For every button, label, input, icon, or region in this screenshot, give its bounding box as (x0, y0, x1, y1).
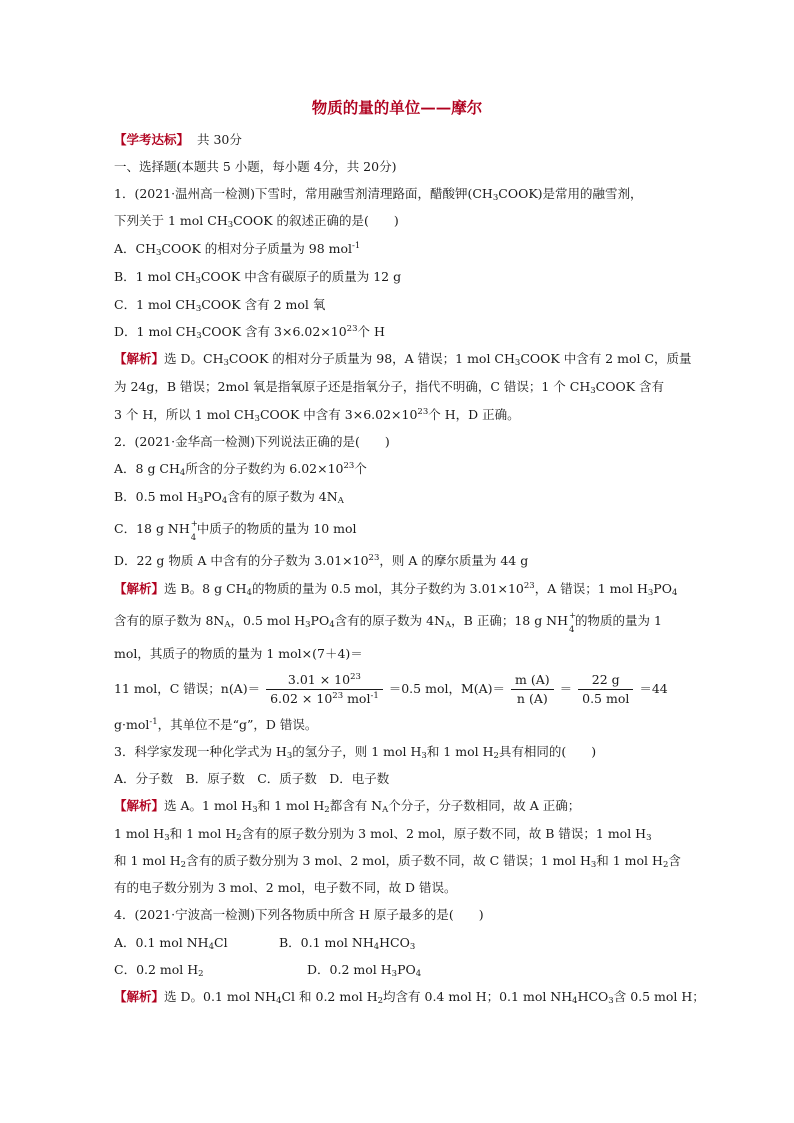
question-1-stem-cont: 下列关于 1 mol $CH_3COOK$ 的叙述正确的是( ) (114, 213, 399, 230)
part-heading: 一、选择题(本题共 5 小题，每小题 4分，共 20分) (114, 159, 397, 174)
fraction-n: $\frac{3.01 \times 10^{23}}{6.02 \times 10^{23} mol^{-1}}$ (266, 672, 383, 707)
question-4-option-b: B．0.1 mol $NH_4HCO_3$ (279, 935, 416, 952)
question-2-analysis-formula: 11 mol，C 错误；n(A)＝ $\frac{3.01 \times 10^{23}}{6.02 \times 10^{23} mol^{-1}}$ ＝0.5 mol，M(A)＝ $\frac{m (A)}{n (A)}$ ＝ $\frac{22 g}{\text{0.5 mol}}$ ＝44 (114, 672, 668, 706)
question-2-option-b: B．0.5 mol $H_3PO_4$含有的原子数为 $4N_A$ (114, 489, 344, 506)
fraction-m-over-n: $\frac{m (A)}{n (A)}$ (511, 672, 554, 707)
question-1-option-b: B．1 mol $CH_3COOK$ 中含有碳原子的质量为 12 g (114, 269, 402, 286)
question-2-stem: 2．(2021·金华高一检测)下列说法正确的是( ) (114, 434, 390, 449)
question-4-option-d: D．0.2 mol $H_3PO_4$ (307, 962, 422, 979)
question-4-analysis: 【解析】选 D。0.1 mol $NH_4Cl$ 和 0.2 mol $H_2$均含有 0.4 mol H；0.1 mol $NH_4HCO_3$含 0.5 mol H； (114, 989, 705, 1006)
analysis-tag: 【解析】 (114, 581, 165, 596)
question-1-stem: 1．(2021·温州高一检测)下雪时，常用融雪剂清理路面，醋酸钾$(CH_3COOK)$是常用的融雪剂， (114, 186, 643, 203)
section-score: 共 30分 (196, 132, 242, 147)
question-4-stem: 4．(2021·宁波高一检测)下列各物质中所含 H 原子最多的是( ) (114, 907, 484, 922)
question-2-analysis: 【解析】选 B。8 g $CH_4$的物质的量为 0.5 mol，其分子数约为 $3.01\times 10^{23}$，A 错误；1 mol $H_3PO_4$ (114, 581, 678, 598)
question-1-analysis: 【解析】选 D。$CH_3COOK$ 的相对分子质量为 98，A 错误；1 mol $CH_3COOK$ 中含有 2 mol C，质量 (114, 351, 692, 368)
question-1-analysis-3: 3 个 H，所以 1 mol $CH_3COOK$ 中含有 $3\times 6.02\times 10^{23}$个 H，D 正确。 (114, 407, 520, 424)
question-4-option-c: C．0.2 mol $H_2$ (114, 962, 204, 979)
question-3-stem: 3．科学家发现一种化学式为 $H_3$的氢分子，则 1 mol $H_3$和 1 mol $H_2$具有相同的( ) (114, 744, 597, 761)
question-1-analysis-2: 为 24g，B 错误；2mol 氧是指氧原子还是指氧分子，指代不明确，C 错误；1 个 $CH_3COOK$ 含有 (114, 379, 665, 396)
question-2-analysis-5: g·mol$^{-1}$，其单位不是“g”，D 错误。 (114, 717, 318, 732)
question-3-analysis-2: 1 mol $H_3$和 1 mol $H_2$含有的原子数分别为 3 mol、2 mol，原子数不同，故 B 错误；1 mol $H_3$ (114, 826, 652, 843)
question-2-option-d: D．22 g 物质 A 中含有的分子数为 $3.01\times 10^{23}$，则 A 的摩尔质量为 44 g (114, 553, 529, 568)
question-2-analysis-3: mol，其质子的物质的量为 1 mol×(7＋4)＝ (114, 646, 363, 661)
analysis-tag: 【解析】 (114, 798, 165, 813)
question-1-option-d: D．1 mol $CH_3COOK$ 含有 $3\times 6.02\times 10^{23}$个 H (114, 324, 385, 341)
question-2-option-a: A．8 g $CH_4$所含的分子数约为 $6.02\times 10^{23}$个 (114, 461, 367, 478)
question-3-analysis-4: 有的电子数分别为 3 mol、2 mol，电子数不同，故 D 错误。 (114, 880, 457, 895)
question-2-analysis-2: 含有的原子数为 $8N_A$，0.5 mol $H_3PO_4$含有的原子数为 $4N_A$，B 正确；18 g NH + 4 的物质的量为 1 (114, 610, 662, 635)
question-1-option-c: C．1 mol $CH_3COOK$ 含有 2 mol 氧 (114, 297, 326, 314)
analysis-tag: 【解析】 (114, 351, 165, 366)
page-title: 物质的量的单位——摩尔 (311, 98, 483, 117)
question-1-option-a: A．$CH_3COOK$ 的相对分子质量为 98 mol$^{-1}$ (114, 241, 361, 258)
section-tag: 【学考达标】 (114, 132, 190, 147)
fraction-mass: $\frac{22 g}{\text{0.5 mol}}$ (578, 672, 633, 707)
question-3-analysis: 【解析】选 A。1 mol $H_3$和 1 mol $H_2$都含有 $N_A$个分子，分子数相同，故 A 正确； (114, 798, 581, 815)
section-header (114, 131, 242, 149)
question-4-option-a: A．0.1 mol $NH_4Cl$ (114, 935, 228, 952)
question-3-options: A．分子数 B．原子数 C．质子数 D．电子数 (114, 771, 390, 786)
analysis-tag: 【解析】 (114, 989, 165, 1004)
question-3-analysis-3: 和 1 mol $H_2$含有的质子数分别为 3 mol、2 mol，质子数不同，故 C 错误；1 mol $H_3$和 1 mol $H_2$含 (114, 853, 681, 870)
question-2-option-c: C．18 g NH + 4 中质子的物质的量为 10 mol (114, 518, 357, 543)
